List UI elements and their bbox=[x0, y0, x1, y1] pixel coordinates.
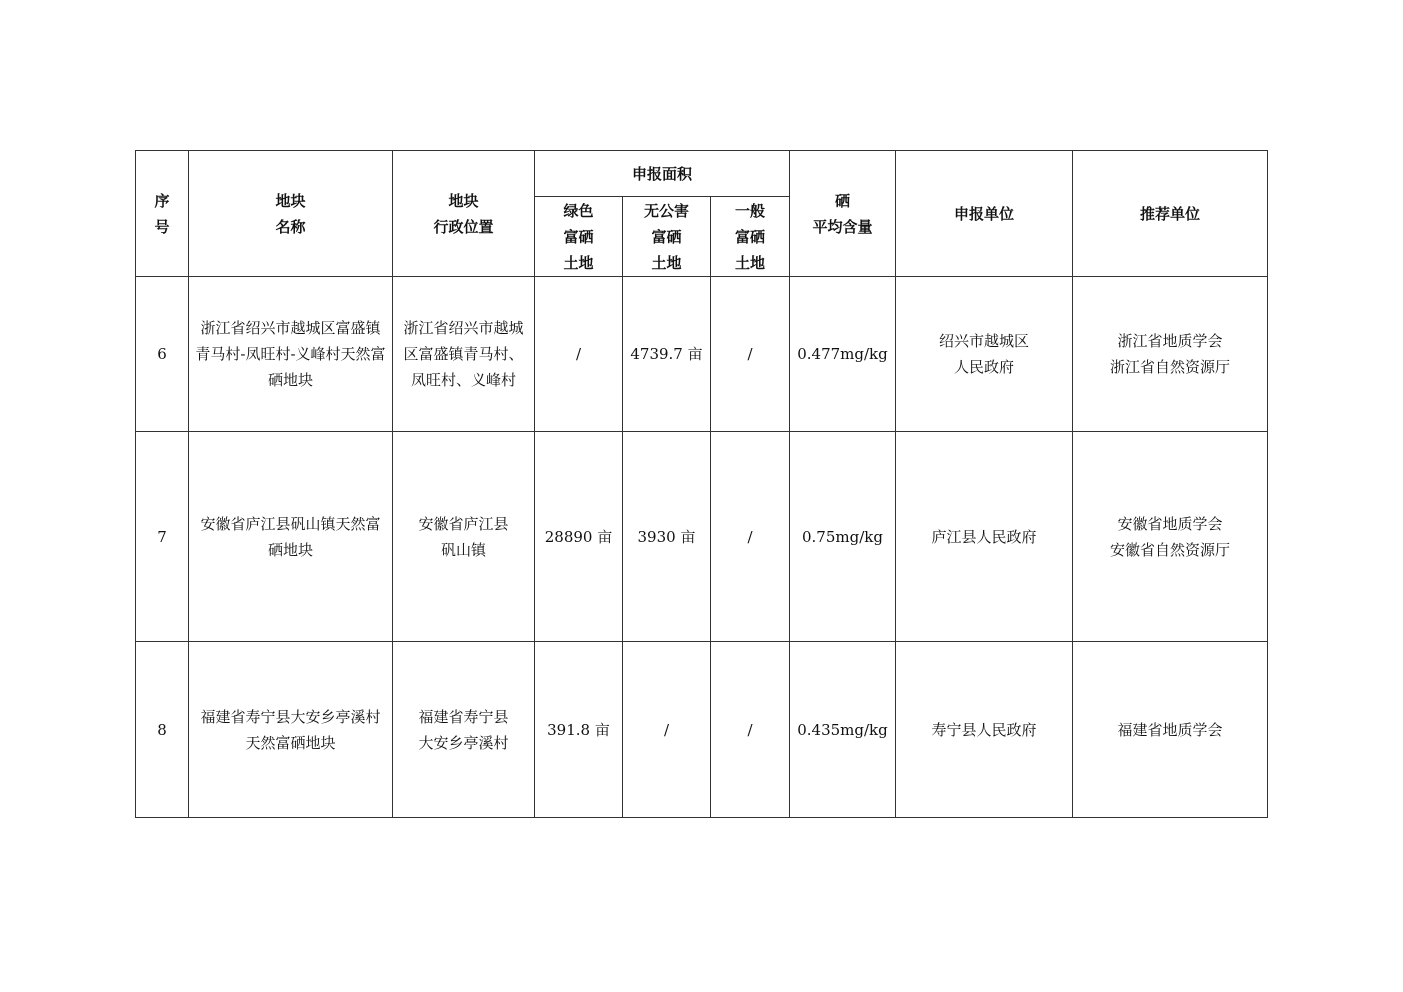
cell-plot-location: 安徽省庐江县 矾山镇 bbox=[393, 432, 535, 642]
cell-applicant: 绍兴市越城区 人民政府 bbox=[896, 277, 1073, 432]
header-seq: 序 号 bbox=[136, 151, 189, 277]
header-area-pollution-free: 无公害 富硒 土地 bbox=[623, 197, 711, 277]
cell-area-green: 28890 亩 bbox=[535, 432, 623, 642]
cell-area-pollution-free: 3930 亩 bbox=[623, 432, 711, 642]
cell-applicant: 庐江县人民政府 bbox=[896, 432, 1073, 642]
cell-recommender: 福建省地质学会 bbox=[1073, 642, 1268, 818]
cell-selenium-avg: 0.75mg/kg bbox=[790, 432, 896, 642]
cell-area-general: / bbox=[711, 642, 790, 818]
cell-area-general: / bbox=[711, 432, 790, 642]
cell-recommender: 浙江省地质学会 浙江省自然资源厅 bbox=[1073, 277, 1268, 432]
cell-area-general: / bbox=[711, 277, 790, 432]
cell-plot-name: 福建省寿宁县大安乡亭溪村天然富硒地块 bbox=[189, 642, 393, 818]
cell-plot-name: 浙江省绍兴市越城区富盛镇青马村-凤旺村-义峰村天然富硒地块 bbox=[189, 277, 393, 432]
header-area-green: 绿色 富硒 土地 bbox=[535, 197, 623, 277]
cell-area-green: 391.8 亩 bbox=[535, 642, 623, 818]
table-row bbox=[136, 277, 1268, 432]
header-applicant: 申报单位 bbox=[896, 151, 1073, 277]
header-plot-location: 地块 行政位置 bbox=[393, 151, 535, 277]
header-area-group: 申报面积 bbox=[535, 151, 790, 197]
cell-area-pollution-free: / bbox=[623, 642, 711, 818]
header-plot-name: 地块 名称 bbox=[189, 151, 393, 277]
table-row bbox=[136, 432, 1268, 642]
cell-applicant: 寿宁县人民政府 bbox=[896, 642, 1073, 818]
header-recommender: 推荐单位 bbox=[1073, 151, 1268, 277]
table-row bbox=[136, 642, 1268, 818]
cell-plot-location: 福建省寿宁县 大安乡亭溪村 bbox=[393, 642, 535, 818]
cell-seq: 7 bbox=[136, 432, 189, 642]
cell-plot-location: 浙江省绍兴市越城区富盛镇青马村、 凤旺村、义峰村 bbox=[393, 277, 535, 432]
cell-seq: 8 bbox=[136, 642, 189, 818]
selenium-land-table bbox=[135, 150, 1268, 818]
cell-selenium-avg: 0.477mg/kg bbox=[790, 277, 896, 432]
cell-recommender: 安徽省地质学会 安徽省自然资源厅 bbox=[1073, 432, 1268, 642]
cell-area-pollution-free: 4739.7 亩 bbox=[623, 277, 711, 432]
header-area-general: 一般 富硒 土地 bbox=[711, 197, 790, 277]
header-selenium-avg: 硒 平均含量 bbox=[790, 151, 896, 277]
cell-plot-name: 安徽省庐江县矾山镇天然富硒地块 bbox=[189, 432, 393, 642]
cell-selenium-avg: 0.435mg/kg bbox=[790, 642, 896, 818]
cell-seq: 6 bbox=[136, 277, 189, 432]
cell-area-green: / bbox=[535, 277, 623, 432]
